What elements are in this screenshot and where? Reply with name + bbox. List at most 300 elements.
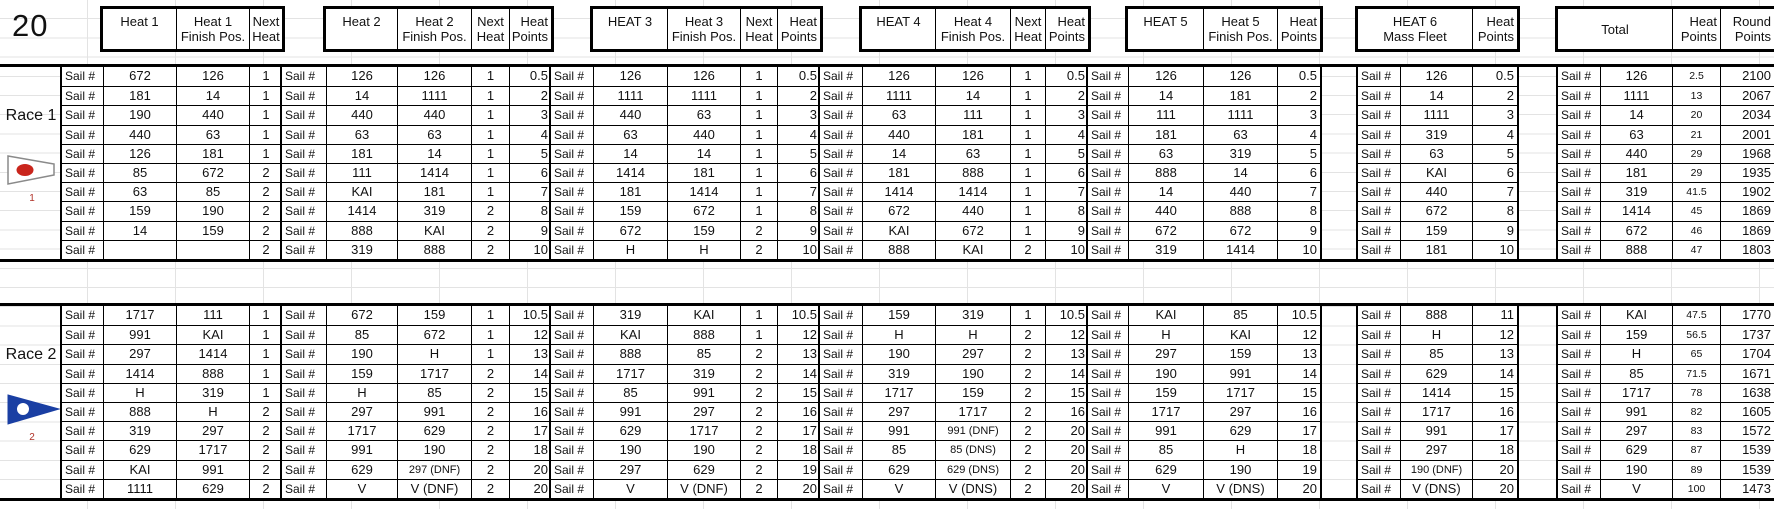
- heat-points-cell: 5: [1472, 145, 1517, 163]
- table-row: [1088, 383, 1320, 402]
- heat-points-cell: 6: [1472, 164, 1517, 182]
- race1-total-table: [1556, 67, 1774, 259]
- finish-pos-cell: [176, 241, 249, 259]
- finish-pos-cell: 1717: [176, 441, 249, 459]
- finish-pos-cell: 629 (DNS): [935, 461, 1010, 479]
- header-cell-heat6-0: HEAT 6 Mass Fleet: [1383, 14, 1447, 44]
- finish-pos-cell: 85: [397, 384, 471, 402]
- heat-points-cell: 10: [1472, 241, 1517, 259]
- heat-points-cell: 47: [1672, 241, 1720, 259]
- heat-points-cell: 13: [509, 345, 551, 363]
- table-row: [551, 383, 820, 402]
- table-row: [1558, 201, 1774, 220]
- finish-pos-cell: H: [176, 403, 249, 421]
- sail-number-cell: V: [1600, 480, 1672, 498]
- finish-pos-cell: 190: [397, 441, 471, 459]
- sail-label-cell: Sail #: [1561, 404, 1592, 419]
- finish-pos-cell: 14: [667, 145, 740, 163]
- sail-label-cell: Sail #: [554, 127, 585, 142]
- table-row: [1358, 86, 1517, 105]
- heat-points-cell: 8: [1277, 202, 1320, 220]
- sail-number-cell: 297: [326, 403, 397, 421]
- sail-number-cell: 14: [862, 145, 935, 163]
- finish-pos-cell: 672: [935, 222, 1010, 240]
- sail-label-cell: Sail #: [1361, 328, 1392, 343]
- table-row: [1088, 163, 1320, 182]
- header-cell-heat1-1: Heat 1 Finish Pos.: [176, 9, 249, 49]
- sail-number-cell: 440: [326, 106, 397, 124]
- heat-points-cell: 16: [777, 403, 820, 421]
- finish-pos-cell: 190: [667, 441, 740, 459]
- round-points-cell: 2067: [1720, 87, 1774, 105]
- round-points-cell: 1770: [1720, 306, 1774, 325]
- heat-points-cell: 17: [777, 422, 820, 440]
- header-cell-heat3-2: Next Heat: [740, 9, 777, 49]
- finish-pos-cell: 440: [667, 126, 740, 144]
- table-row: [1558, 421, 1774, 440]
- table-row: [1358, 383, 1517, 402]
- sail-label-cell: Sail #: [1361, 308, 1392, 322]
- finish-pos-cell: V (DNS): [1203, 480, 1277, 498]
- sail-label-cell: Sail #: [1361, 185, 1392, 200]
- heat-points-cell: 0.5: [1277, 67, 1320, 86]
- heat-points-cell: 16: [1277, 403, 1320, 421]
- table-row: [282, 182, 551, 201]
- next-heat-cell: 2: [249, 461, 282, 479]
- sail-number-cell: 1414: [593, 164, 667, 182]
- table-row: [62, 125, 282, 144]
- heat-points-cell: 8: [509, 202, 551, 220]
- race1-heat4-table: [818, 67, 1090, 259]
- sail-number-cell: 126: [103, 145, 176, 163]
- sail-number-cell: 440: [593, 106, 667, 124]
- finish-pos-cell: KAI: [667, 306, 740, 325]
- header-cell-heat1-0: Heat 1: [120, 14, 159, 29]
- finish-pos-cell: 111: [935, 106, 1010, 124]
- sail-label-cell: Sail #: [65, 328, 96, 343]
- finish-pos-cell: 159: [935, 384, 1010, 402]
- sail-label-cell: Sail #: [285, 481, 316, 496]
- table-row: [1088, 344, 1320, 363]
- finish-pos-cell: 440: [935, 202, 1010, 220]
- heat-points-cell: 2: [1472, 87, 1517, 105]
- sail-label-cell: Sail #: [823, 185, 854, 200]
- table-row: [1088, 364, 1320, 383]
- next-heat-cell: 1: [1010, 106, 1045, 124]
- finish-pos-cell: 629: [667, 461, 740, 479]
- finish-pos-cell: 14: [176, 87, 249, 105]
- sail-label-cell: Sail #: [1091, 385, 1122, 400]
- sail-label-cell: Sail #: [1561, 462, 1592, 477]
- heat-points-cell: 46: [1672, 222, 1720, 240]
- heat-points-cell: 21: [1672, 126, 1720, 144]
- next-heat-cell: 2: [740, 241, 777, 259]
- table-row: [62, 86, 282, 105]
- table-row: [1558, 344, 1774, 363]
- flag-number: 1: [29, 193, 35, 204]
- sail-label-cell: Sail #: [823, 89, 854, 104]
- sail-label-cell: Sail #: [554, 347, 585, 362]
- sail-number-cell: 440: [1600, 145, 1672, 163]
- sail-label-cell: Sail #: [285, 223, 316, 238]
- sail-number-cell: 672: [1128, 222, 1203, 240]
- finish-pos-cell: V (DNF): [397, 480, 471, 498]
- sail-label-cell: Sail #: [823, 443, 854, 458]
- table-row: [282, 125, 551, 144]
- sail-label-cell: Sail #: [65, 404, 96, 419]
- sail-number-cell: 1111: [1400, 106, 1472, 124]
- heat-points-cell: 20: [1672, 106, 1720, 124]
- next-heat-cell: 1: [740, 306, 777, 325]
- race-flag: [7, 153, 57, 204]
- table-row: [1088, 402, 1320, 421]
- table-row: [820, 344, 1088, 363]
- sail-label-cell: Sail #: [285, 462, 316, 477]
- sail-label-cell: Sail #: [1561, 481, 1592, 496]
- table-row: [282, 460, 551, 479]
- finish-pos-cell: 440: [397, 106, 471, 124]
- heat-points-cell: 18: [1472, 441, 1517, 459]
- next-heat-cell: 2: [1010, 326, 1045, 344]
- sail-label-cell: Sail #: [554, 308, 585, 322]
- next-heat-cell: 2: [1010, 422, 1045, 440]
- next-heat-cell: 1: [740, 326, 777, 344]
- finish-pos-cell: 14: [397, 145, 471, 163]
- header-cell-total-2: Round Points: [1720, 9, 1774, 49]
- sail-number-cell: 1414: [103, 365, 176, 383]
- next-heat-cell: 2: [1010, 480, 1045, 498]
- sail-label-cell: Sail #: [285, 385, 316, 400]
- sail-label-cell: Sail #: [823, 481, 854, 496]
- table-row: [282, 344, 551, 363]
- sail-number-cell: KAI: [103, 461, 176, 479]
- table-row: [62, 306, 282, 325]
- header-cell-heat3-3: Heat Points: [777, 9, 820, 49]
- heat-points-cell: 16: [1472, 403, 1517, 421]
- sail-label-cell: Sail #: [1091, 223, 1122, 238]
- sail-number-cell: 440: [1128, 202, 1203, 220]
- heat-points-cell: 10.5: [1277, 306, 1320, 325]
- sail-number-cell: 629: [103, 441, 176, 459]
- table-row: [1358, 182, 1517, 201]
- sail-number-cell: 888: [1400, 306, 1472, 325]
- header-cell-heat4-3: Heat Points: [1045, 9, 1088, 49]
- sail-number-cell: 85: [1400, 345, 1472, 363]
- table-row: [551, 460, 820, 479]
- finish-pos-cell: 440: [1203, 183, 1277, 201]
- sail-label-cell: Sail #: [65, 366, 96, 381]
- next-heat-cell: 1: [740, 87, 777, 105]
- next-heat-cell: 1: [471, 183, 509, 201]
- sail-label-cell: Sail #: [65, 481, 96, 496]
- race1-heat5-table: [1086, 67, 1322, 259]
- table-row: [62, 221, 282, 240]
- sail-number-cell: H: [593, 241, 667, 259]
- finish-pos-cell: 159: [397, 306, 471, 325]
- table-row: [62, 460, 282, 479]
- heat-points-cell: 0.5: [1045, 67, 1088, 86]
- table-row: [1088, 460, 1320, 479]
- finish-pos-cell: H: [397, 345, 471, 363]
- heat-points-cell: 10.5: [777, 306, 820, 325]
- heat-points-cell: 13: [777, 345, 820, 363]
- race-label: Race 1: [5, 107, 57, 124]
- heat-points-cell: 20: [509, 461, 551, 479]
- heat-points-cell: 9: [777, 222, 820, 240]
- sail-label-cell: Sail #: [1561, 347, 1592, 362]
- table-row: [1088, 479, 1320, 498]
- sail-number-cell: 63: [1400, 145, 1472, 163]
- table-row: [62, 383, 282, 402]
- heat-points-cell: 18: [509, 441, 551, 459]
- heat-points-cell: 8: [777, 202, 820, 220]
- table-row: [820, 105, 1088, 124]
- heat-points-cell: 3: [1277, 106, 1320, 124]
- table-row: [1358, 344, 1517, 363]
- sail-label-cell: Sail #: [1091, 404, 1122, 419]
- sail-label-cell: Sail #: [823, 366, 854, 381]
- sail-label-cell: Sail #: [823, 462, 854, 477]
- table-row: [1358, 364, 1517, 383]
- finish-pos-cell: 297: [667, 403, 740, 421]
- sail-label-cell: Sail #: [285, 404, 316, 419]
- heat-points-cell: 10: [1277, 241, 1320, 259]
- sail-label-cell: Sail #: [1091, 108, 1122, 123]
- heat-points-cell: 20: [1277, 480, 1320, 498]
- table-row: [1358, 67, 1517, 86]
- sail-label-cell: Sail #: [65, 308, 96, 322]
- sail-number-cell: 629: [1600, 441, 1672, 459]
- next-heat-cell: 1: [471, 145, 509, 163]
- heat-points-cell: 15: [1277, 384, 1320, 402]
- sail-number-cell: 629: [1400, 365, 1472, 383]
- heat-points-cell: 20: [1045, 441, 1088, 459]
- race1-heat6-table: [1356, 67, 1519, 259]
- table-row: [62, 201, 282, 220]
- heat-points-cell: 15: [509, 384, 551, 402]
- sail-number-cell: H: [1600, 345, 1672, 363]
- heat-points-cell: 20: [1045, 480, 1088, 498]
- heat-points-cell: 13: [1045, 345, 1088, 363]
- sail-label-cell: Sail #: [823, 127, 854, 142]
- table-row: [1088, 421, 1320, 440]
- sail-number-cell: V (DNS): [1400, 480, 1472, 498]
- sail-number-cell: H: [1400, 326, 1472, 344]
- round-points-cell: 2001: [1720, 126, 1774, 144]
- heat-points-cell: 3: [777, 106, 820, 124]
- sail-number-cell: KAI: [593, 326, 667, 344]
- finish-pos-cell: 888: [397, 241, 471, 259]
- sail-label-cell: Sail #: [1561, 127, 1592, 142]
- sail-number-cell: 991: [593, 403, 667, 421]
- table-row: [820, 201, 1088, 220]
- sail-label-cell: Sail #: [1361, 443, 1392, 458]
- sail-label-cell: Sail #: [285, 424, 316, 439]
- table-row: [820, 144, 1088, 163]
- table-row: [282, 163, 551, 182]
- sail-label-cell: Sail #: [1091, 424, 1122, 439]
- header-cell-heat2-3: Heat Points: [509, 9, 551, 49]
- finish-pos-cell: 888: [1203, 202, 1277, 220]
- sail-label-cell: Sail #: [1361, 108, 1392, 123]
- finish-pos-cell: 111: [176, 306, 249, 325]
- next-heat-cell: 2: [1010, 403, 1045, 421]
- sail-label-cell: Sail #: [823, 347, 854, 362]
- round-points-cell: 1572: [1720, 422, 1774, 440]
- sail-number-cell: 888: [1600, 241, 1672, 259]
- table-row: [1558, 364, 1774, 383]
- sail-label-cell: Sail #: [554, 462, 585, 477]
- table-row: [1088, 105, 1320, 124]
- table-row: [1088, 306, 1320, 325]
- sail-number-cell: 672: [326, 306, 397, 325]
- sail-number-cell: 888: [326, 222, 397, 240]
- table-row: [551, 344, 820, 363]
- heat-points-cell: 18: [777, 441, 820, 459]
- sail-number-cell: 297: [1400, 441, 1472, 459]
- sail-label-cell: Sail #: [1561, 223, 1592, 238]
- sail-number-cell: 14: [1128, 87, 1203, 105]
- finish-pos-cell: 672: [667, 202, 740, 220]
- sail-label-cell: Sail #: [1091, 127, 1122, 142]
- sail-number-cell: 888: [103, 403, 176, 421]
- finish-pos-cell: 190: [176, 202, 249, 220]
- heat-points-cell: 2: [509, 87, 551, 105]
- sail-number-cell: 14: [103, 222, 176, 240]
- table-row: [282, 201, 551, 220]
- finish-pos-cell: 159: [176, 222, 249, 240]
- sail-label-cell: Sail #: [823, 308, 854, 322]
- heat-points-cell: 8: [1472, 202, 1517, 220]
- table-row: [1558, 182, 1774, 201]
- next-heat-cell: 1: [740, 67, 777, 86]
- table-row: [820, 364, 1088, 383]
- table-row: [820, 125, 1088, 144]
- sail-label-cell: Sail #: [823, 404, 854, 419]
- sail-label-cell: Sail #: [1091, 165, 1122, 180]
- table-row: [551, 240, 820, 259]
- table-row: [282, 67, 551, 86]
- sail-label-cell: Sail #: [1091, 462, 1122, 477]
- table-row: [1558, 479, 1774, 498]
- sail-label-cell: Sail #: [554, 165, 585, 180]
- header-cell-heat4-1: Heat 4 Finish Pos.: [935, 9, 1010, 49]
- table-row: [551, 402, 820, 421]
- heat-points-cell: 7: [1277, 183, 1320, 201]
- table-row: [551, 125, 820, 144]
- heat-points-cell: 13: [1472, 345, 1517, 363]
- round-points-cell: 1968: [1720, 145, 1774, 163]
- sail-number-cell: 1414: [862, 183, 935, 201]
- heat-points-cell: 2.5: [1672, 67, 1720, 86]
- heat-points-cell: 5: [777, 145, 820, 163]
- sail-label-cell: Sail #: [554, 242, 585, 257]
- finish-pos-cell: 85: [176, 183, 249, 201]
- table-row: [1358, 105, 1517, 124]
- table-row: [62, 440, 282, 459]
- header-cell-heat2-0: Heat 2: [342, 14, 381, 29]
- table-row: [62, 67, 282, 86]
- sail-label-cell: Sail #: [554, 108, 585, 123]
- heat-points-cell: 12: [777, 326, 820, 344]
- heat-points-cell: 3: [509, 106, 551, 124]
- sail-number-cell: 85: [103, 164, 176, 182]
- finish-pos-cell: 888: [667, 326, 740, 344]
- heat-points-cell: 20: [1472, 480, 1517, 498]
- header-cell-heat5-1: Heat 5 Finish Pos.: [1203, 9, 1277, 49]
- sail-number-cell: 181: [1128, 126, 1203, 144]
- sail-number-cell: 629: [593, 422, 667, 440]
- finish-pos-cell: 126: [1203, 67, 1277, 86]
- sail-number-cell: 888: [1128, 164, 1203, 182]
- sail-number-cell: H: [1128, 326, 1203, 344]
- heat-points-cell: 5: [509, 145, 551, 163]
- sail-label-cell: Sail #: [1561, 204, 1592, 219]
- finish-pos-cell: 85: [1203, 306, 1277, 325]
- sail-label-cell: Sail #: [65, 165, 96, 180]
- table-row: [551, 163, 820, 182]
- sail-number-cell: 629: [862, 461, 935, 479]
- next-heat-cell: 2: [471, 461, 509, 479]
- sail-label-cell: Sail #: [285, 347, 316, 362]
- sail-number-cell: 126: [1600, 67, 1672, 86]
- sail-label-cell: Sail #: [285, 89, 316, 104]
- sail-label-cell: Sail #: [823, 146, 854, 161]
- sail-number-cell: 991: [862, 422, 935, 440]
- round-points-cell: 1869: [1720, 202, 1774, 220]
- heat-points-cell: 82: [1672, 403, 1720, 421]
- sail-label-cell: Sail #: [823, 69, 854, 83]
- heat-points-cell: 87: [1672, 441, 1720, 459]
- heat-points-cell: 9: [509, 222, 551, 240]
- race-flag: [7, 392, 57, 443]
- table-row: [282, 240, 551, 259]
- table-row: [1358, 306, 1517, 325]
- sail-label-cell: Sail #: [1561, 108, 1592, 123]
- finish-pos-cell: 672: [1203, 222, 1277, 240]
- sail-label-cell: Sail #: [554, 89, 585, 104]
- heat-points-cell: 19: [777, 461, 820, 479]
- table-row: [1088, 221, 1320, 240]
- table-row: [1088, 125, 1320, 144]
- table-row: [1358, 325, 1517, 344]
- table-row: [282, 440, 551, 459]
- sail-label-cell: Sail #: [1361, 89, 1392, 104]
- heat-points-cell: 56.5: [1672, 326, 1720, 344]
- header-cell-heat6-1: Heat Points: [1472, 9, 1517, 49]
- sail-number-cell: 159: [103, 202, 176, 220]
- sail-label-cell: Sail #: [1091, 69, 1122, 83]
- race-1-flag-icon: [7, 153, 57, 187]
- sail-number-cell: 190: [862, 345, 935, 363]
- sail-number-cell: 991: [326, 441, 397, 459]
- next-heat-cell: 1: [249, 326, 282, 344]
- sail-label-cell: Sail #: [65, 242, 96, 257]
- sail-number-cell: 181: [1600, 164, 1672, 182]
- heat-points-cell: 29: [1672, 145, 1720, 163]
- table-row: [820, 421, 1088, 440]
- sail-label-cell: Sail #: [554, 404, 585, 419]
- sail-number-cell: 126: [862, 67, 935, 86]
- race2-heat6-table: [1356, 306, 1519, 498]
- sail-number-cell: 63: [103, 183, 176, 201]
- table-row: [1358, 144, 1517, 163]
- sail-number-cell: 629: [1128, 461, 1203, 479]
- finish-pos-cell: 1717: [397, 365, 471, 383]
- sail-label-cell: Sail #: [1091, 146, 1122, 161]
- sail-label-cell: Sail #: [1091, 366, 1122, 381]
- sail-label-cell: Sail #: [554, 481, 585, 496]
